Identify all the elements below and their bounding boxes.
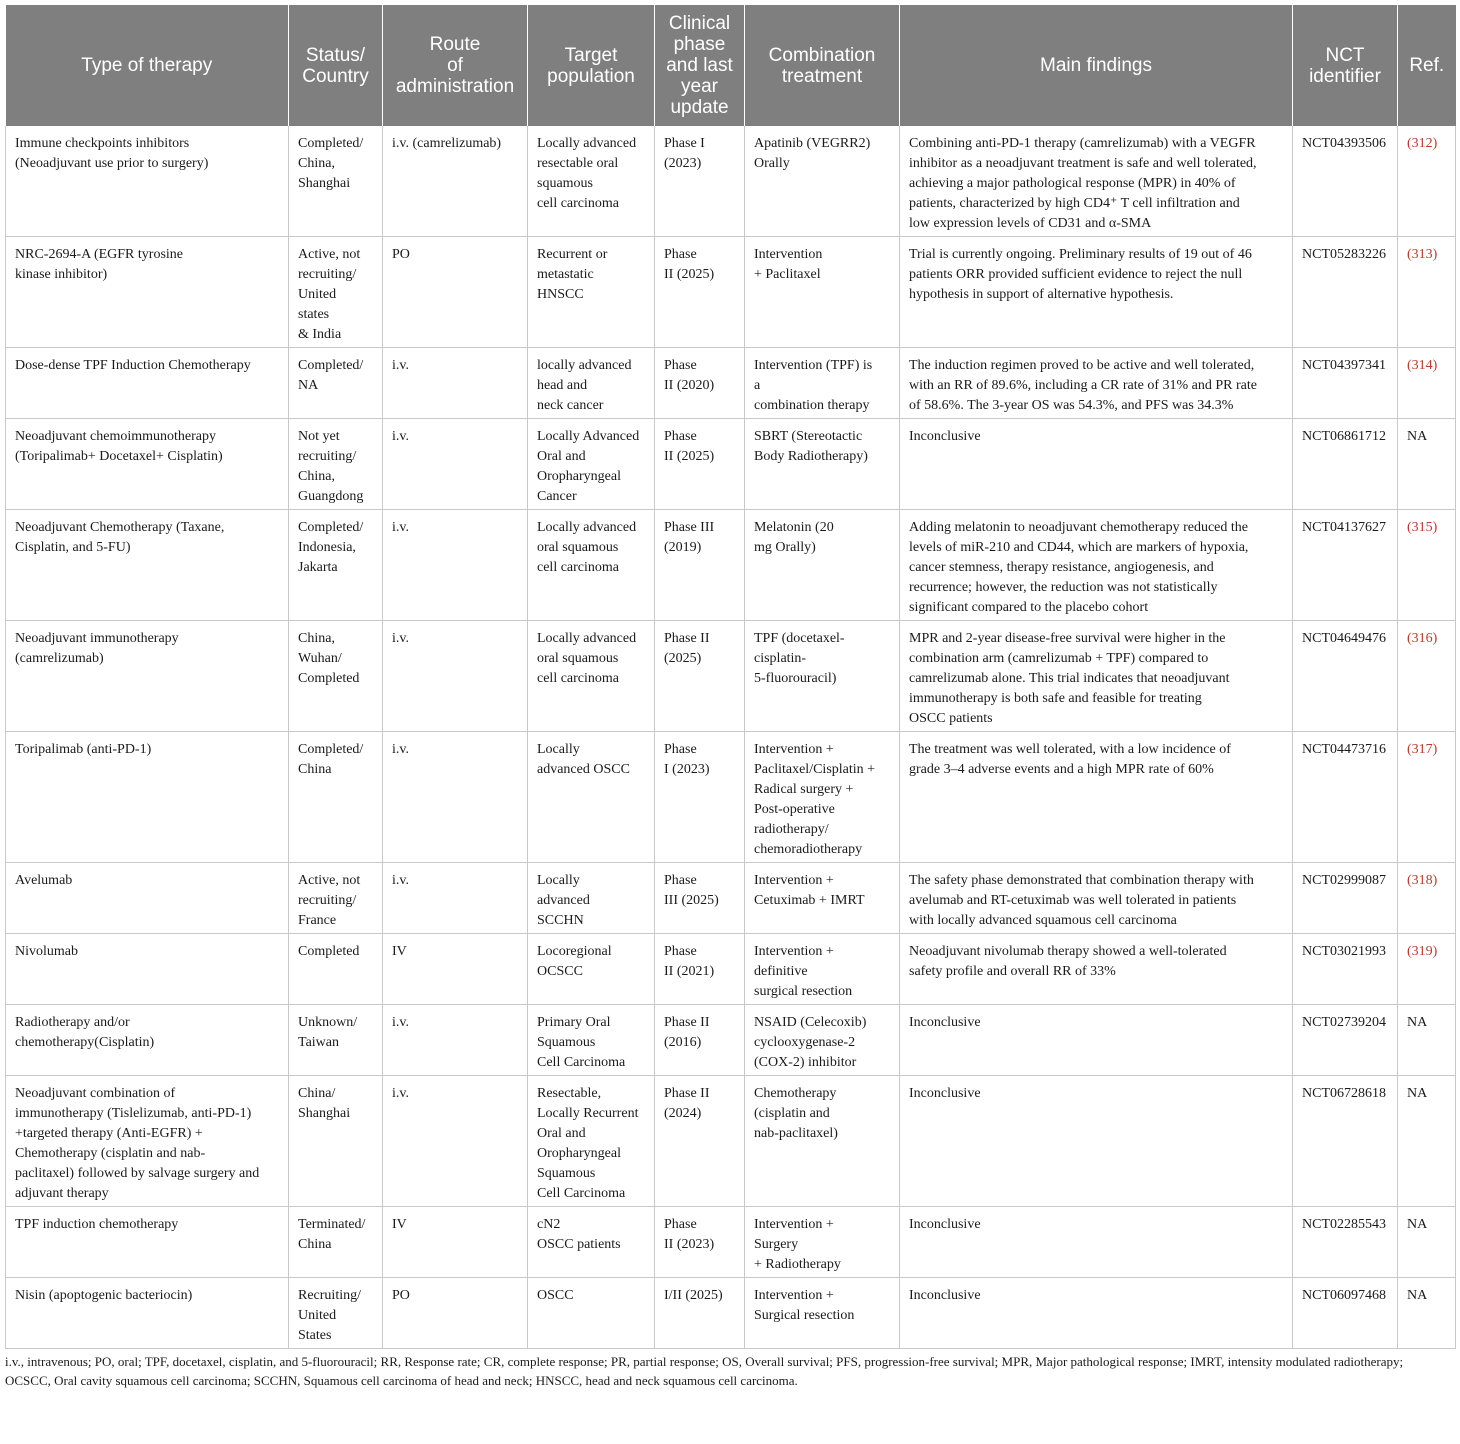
ref-link[interactable]: 319 <box>1411 944 1433 959</box>
cell-phase: Phase II (2016) <box>655 1005 745 1076</box>
cell-combination: Intervention + Paclitaxel/Cisplatin + Radical surgery + Post-operative radiotherapy/ chemoradiotherapy <box>745 732 900 863</box>
cell-nct: NCT02285543 <box>1293 1207 1398 1278</box>
table-footnote: i.v., intravenous; PO, oral; TPF, docetaxel, cisplatin, and 5-fluorouracil; RR, Response rate; CR, complete response; PR, partial response; OS, Overall survival; PFS, progression-free survival; MPR, Major pathological response; IMRT, intensity modulated radiotherapy; OCSCC, Oral cavity squamous cell carcinoma; SCCHN, Squamous cell carcinoma of head and neck; HNSCC, head and neck squamous cell carcinoma. <box>5 1354 1404 1388</box>
cell-phase: Phase II (2024) <box>655 1076 745 1207</box>
cell-findings: MPR and 2-year disease-free survival were higher in the combination arm (camrelizumab + TPF) compared to camrelizumab alone. This trial indicates that neoadjuvant immunotherapy is both safe and feasible for treating OSCC patients <box>900 621 1293 732</box>
ref-open-paren: ( <box>1407 944 1412 959</box>
cell-nct: NCT06728618 <box>1293 1076 1398 1207</box>
cell-therapy: NRC-2694-A (EGFR tyrosine kinase inhibitor) <box>6 237 289 348</box>
cell-phase: Phase III (2019) <box>655 510 745 621</box>
cell-phase: Phase II (2020) <box>655 348 745 419</box>
table-row <box>6 1207 1456 1278</box>
ref-close-paren: ) <box>1432 631 1438 646</box>
cell-combination: Intervention + Cetuximab + IMRT <box>745 863 900 934</box>
ref-na: NA <box>1407 429 1428 444</box>
cell-nct: NCT04397341 <box>1293 348 1398 419</box>
cell-status: Active, not recruiting/ France <box>289 863 383 934</box>
cell-therapy: Toripalimab (anti-PD-1) <box>6 732 289 863</box>
cell-nct: NCT04473716 <box>1293 732 1398 863</box>
cell-findings: Trial is currently ongoing. Preliminary results of 19 out of 46 patients ORR provided sufficient evidence to reject the null hypothesis in support of alternative hypothesis. <box>900 237 1293 348</box>
ref-link[interactable]: 317 <box>1411 742 1433 757</box>
cell-ref <box>1398 1207 1456 1278</box>
cell-phase: I/II (2025) <box>655 1278 745 1349</box>
header-nct-identifier: NCT identifier <box>1293 5 1398 126</box>
cell-route: i.v. (camrelizumab) <box>383 126 528 237</box>
cell-combination: Intervention + Surgery + Radiotherapy <box>745 1207 900 1278</box>
cell-status: Not yet recruiting/ China, Guangdong <box>289 419 383 510</box>
table-row <box>6 1076 1456 1207</box>
cell-population: Recurrent or metastatic HNSCC <box>528 237 655 348</box>
cell-route: i.v. <box>383 621 528 732</box>
cell-therapy: Neoadjuvant chemoimmunotherapy (Toripalimab+ Docetaxel+ Cisplatin) <box>6 419 289 510</box>
cell-nct: NCT02999087 <box>1293 863 1398 934</box>
cell-status: Completed/ China, Shanghai <box>289 126 383 237</box>
cell-route: i.v. <box>383 419 528 510</box>
ref-open-paren: ( <box>1407 873 1412 888</box>
ref-open-paren: ( <box>1407 247 1412 262</box>
cell-therapy: Nivolumab <box>6 934 289 1005</box>
header-target-population: Target population <box>528 5 655 126</box>
cell-route: i.v. <box>383 732 528 863</box>
cell-population: Locally advanced oral squamous cell carcinoma <box>528 510 655 621</box>
cell-therapy: Dose-dense TPF Induction Chemotherapy <box>6 348 289 419</box>
cell-route: i.v. <box>383 510 528 621</box>
cell-combination: TPF (docetaxel- cisplatin- 5-fluorouracil) <box>745 621 900 732</box>
cell-population: Locally advanced SCCHN <box>528 863 655 934</box>
cell-nct: NCT05283226 <box>1293 237 1398 348</box>
cell-nct: NCT02739204 <box>1293 1005 1398 1076</box>
cell-phase: Phase I (2023) <box>655 126 745 237</box>
header-row <box>6 5 1456 126</box>
ref-close-paren: ) <box>1432 742 1438 757</box>
ref-close-paren: ) <box>1432 520 1438 535</box>
cell-ref <box>1398 1005 1456 1076</box>
cell-status: Unknown/ Taiwan <box>289 1005 383 1076</box>
ref-open-paren: ( <box>1407 631 1412 646</box>
cell-route: i.v. <box>383 863 528 934</box>
cell-nct: NCT04649476 <box>1293 621 1398 732</box>
ref-open-paren: ( <box>1407 520 1412 535</box>
cell-population: Resectable, Locally Recurrent Oral and Oropharyngeal Squamous Cell Carcinoma <box>528 1076 655 1207</box>
ref-link[interactable]: 315 <box>1411 520 1433 535</box>
ref-link[interactable]: 312 <box>1411 136 1433 151</box>
cell-phase: Phase II (2025) <box>655 237 745 348</box>
cell-combination: Intervention + definitive surgical resection <box>745 934 900 1005</box>
cell-ref <box>1398 621 1456 732</box>
cell-status: China/ Shanghai <box>289 1076 383 1207</box>
cell-status: Active, not recruiting/ United states & India <box>289 237 383 348</box>
cell-route: IV <box>383 934 528 1005</box>
cell-combination: SBRT (Stereotactic Body Radiotherapy) <box>745 419 900 510</box>
table-body <box>6 126 1456 1349</box>
cell-therapy: Radiotherapy and/or chemotherapy(Cisplatin) <box>6 1005 289 1076</box>
cell-ref <box>1398 237 1456 348</box>
cell-population: Locally advanced OSCC <box>528 732 655 863</box>
table-row <box>6 126 1456 237</box>
ref-open-paren: ( <box>1407 136 1412 151</box>
cell-population: Locally Advanced Oral and Oropharyngeal Cancer <box>528 419 655 510</box>
cell-findings: Inconclusive <box>900 1207 1293 1278</box>
cell-therapy: Immune checkpoints inhibitors (Neoadjuvant use prior to surgery) <box>6 126 289 237</box>
cell-route: i.v. <box>383 1076 528 1207</box>
table-row <box>6 237 1456 348</box>
cell-phase: Phase II (2023) <box>655 1207 745 1278</box>
header-route: Route of administration <box>383 5 528 126</box>
cell-ref <box>1398 1278 1456 1349</box>
cell-combination: Intervention + Surgical resection <box>745 1278 900 1349</box>
ref-close-paren: ) <box>1432 247 1438 262</box>
header-main-findings: Main findings <box>900 5 1293 126</box>
ref-na: NA <box>1407 1086 1428 1101</box>
cell-findings: The safety phase demonstrated that combination therapy with avelumab and RT-cetuximab was well tolerated in patients with locally advanced squamous cell carcinoma <box>900 863 1293 934</box>
cell-findings: Neoadjuvant nivolumab therapy showed a well-tolerated safety profile and overall RR of 33% <box>900 934 1293 1005</box>
cell-therapy: Neoadjuvant combination of immunotherapy (Tislelizumab, anti-PD-1) +targeted therapy (Anti-EGFR) + Chemotherapy (cisplatin and nab- paclitaxel) followed by salvage surgery and adjuvant therapy <box>6 1076 289 1207</box>
cell-phase: Phase I (2023) <box>655 732 745 863</box>
cell-combination: Chemotherapy (cisplatin and nab-paclitaxel) <box>745 1076 900 1207</box>
cell-status: Completed <box>289 934 383 1005</box>
cell-combination: Intervention (TPF) is a combination therapy <box>745 348 900 419</box>
table-header <box>6 5 1456 126</box>
cell-phase: Phase II (2025) <box>655 621 745 732</box>
cell-ref <box>1398 348 1456 419</box>
document-page <box>5 5 1455 1390</box>
table-row <box>6 934 1456 1005</box>
cell-therapy: Avelumab <box>6 863 289 934</box>
cell-findings: Adding melatonin to neoadjuvant chemotherapy reduced the levels of miR-210 and CD44, which are markers of hypoxia, cancer stemness, therapy resistance, angiogenesis, and recurrence; however, the reduction was not statistically significant compared to the placebo cohort <box>900 510 1293 621</box>
cell-ref <box>1398 510 1456 621</box>
ref-na: NA <box>1407 1015 1428 1030</box>
table-row <box>6 419 1456 510</box>
ref-open-paren: ( <box>1407 358 1412 373</box>
ref-close-paren: ) <box>1432 136 1438 151</box>
cell-therapy: TPF induction chemotherapy <box>6 1207 289 1278</box>
cell-route: IV <box>383 1207 528 1278</box>
cell-route: PO <box>383 237 528 348</box>
cell-therapy: Nisin (apoptogenic bacteriocin) <box>6 1278 289 1349</box>
cell-findings: Inconclusive <box>900 1278 1293 1349</box>
cell-findings: Inconclusive <box>900 419 1293 510</box>
cell-route: PO <box>383 1278 528 1349</box>
cell-nct: NCT03021993 <box>1293 934 1398 1005</box>
cell-nct: NCT06861712 <box>1293 419 1398 510</box>
cell-population: Primary Oral Squamous Cell Carcinoma <box>528 1005 655 1076</box>
ref-close-paren: ) <box>1432 944 1438 959</box>
cell-route: i.v. <box>383 1005 528 1076</box>
cell-route: i.v. <box>383 348 528 419</box>
table-row <box>6 732 1456 863</box>
ref-na: NA <box>1407 1288 1428 1303</box>
cell-status: China, Wuhan/ Completed <box>289 621 383 732</box>
cell-findings: Inconclusive <box>900 1005 1293 1076</box>
cell-ref <box>1398 863 1456 934</box>
header-status-country: Status/ Country <box>289 5 383 126</box>
cell-status: Terminated/ China <box>289 1207 383 1278</box>
cell-phase: Phase II (2025) <box>655 419 745 510</box>
cell-ref <box>1398 126 1456 237</box>
ref-link[interactable]: 318 <box>1411 873 1433 888</box>
header-combination-treatment: Combination treatment <box>745 5 900 126</box>
table-row <box>6 510 1456 621</box>
cell-ref <box>1398 419 1456 510</box>
cell-population: Locally advanced oral squamous cell carcinoma <box>528 621 655 732</box>
cell-nct: NCT06097468 <box>1293 1278 1398 1349</box>
cell-phase: Phase II (2021) <box>655 934 745 1005</box>
cell-ref <box>1398 1076 1456 1207</box>
table-row <box>6 348 1456 419</box>
cell-status: Completed/ NA <box>289 348 383 419</box>
ref-open-paren: ( <box>1407 742 1412 757</box>
cell-ref <box>1398 732 1456 863</box>
clinical-trials-table <box>5 5 1456 1349</box>
cell-phase: Phase III (2025) <box>655 863 745 934</box>
cell-nct: NCT04393506 <box>1293 126 1398 237</box>
cell-combination: Melatonin (20 mg Orally) <box>745 510 900 621</box>
cell-population: OSCC <box>528 1278 655 1349</box>
cell-therapy: Neoadjuvant immunotherapy (camrelizumab) <box>6 621 289 732</box>
ref-link[interactable]: 316 <box>1411 631 1433 646</box>
cell-status: Completed/ China <box>289 732 383 863</box>
table-row <box>6 621 1456 732</box>
header-type-of-therapy: Type of therapy <box>6 5 289 126</box>
ref-link[interactable]: 313 <box>1411 247 1433 262</box>
table-row <box>6 1005 1456 1076</box>
cell-population: cN2 OSCC patients <box>528 1207 655 1278</box>
cell-population: Locally advanced resectable oral squamous cell carcinoma <box>528 126 655 237</box>
cell-nct: NCT04137627 <box>1293 510 1398 621</box>
cell-status: Completed/ Indonesia, Jakarta <box>289 510 383 621</box>
cell-findings: Inconclusive <box>900 1076 1293 1207</box>
ref-close-paren: ) <box>1432 358 1438 373</box>
table-row <box>6 863 1456 934</box>
header-ref: Ref. <box>1398 5 1456 126</box>
cell-ref <box>1398 934 1456 1005</box>
cell-findings: The treatment was well tolerated, with a low incidence of grade 3–4 adverse events and a high MPR rate of 60% <box>900 732 1293 863</box>
cell-combination: Intervention + Paclitaxel <box>745 237 900 348</box>
header-clinical-phase: Clinical phase and last year update <box>655 5 745 126</box>
cell-combination: NSAID (Celecoxib) cyclooxygenase-2 (COX-2) inhibitor <box>745 1005 900 1076</box>
cell-population: Locoregional OCSCC <box>528 934 655 1005</box>
cell-status: Recruiting/ United States <box>289 1278 383 1349</box>
cell-population: locally advanced head and neck cancer <box>528 348 655 419</box>
ref-link[interactable]: 314 <box>1411 358 1433 373</box>
cell-combination: Apatinib (VEGRR2) Orally <box>745 126 900 237</box>
ref-na: NA <box>1407 1217 1428 1232</box>
cell-findings: Combining anti-PD-1 therapy (camrelizumab) with a VEGFR inhibitor as a neoadjuvant treatment is safe and well tolerated, achieving a major pathological response (MPR) in 40% of patients, characterized by high CD4⁺ T cell infiltration and low expression levels of CD31 and α-SMA <box>900 126 1293 237</box>
ref-close-paren: ) <box>1432 873 1438 888</box>
cell-findings: The induction regimen proved to be active and well tolerated, with an RR of 89.6%, including a CR rate of 31% and PR rate of 58.6%. The 3-year OS was 54.3%, and PFS was 34.3% <box>900 348 1293 419</box>
cell-therapy: Neoadjuvant Chemotherapy (Taxane, Cisplatin, and 5-FU) <box>6 510 289 621</box>
table-row <box>6 1278 1456 1349</box>
